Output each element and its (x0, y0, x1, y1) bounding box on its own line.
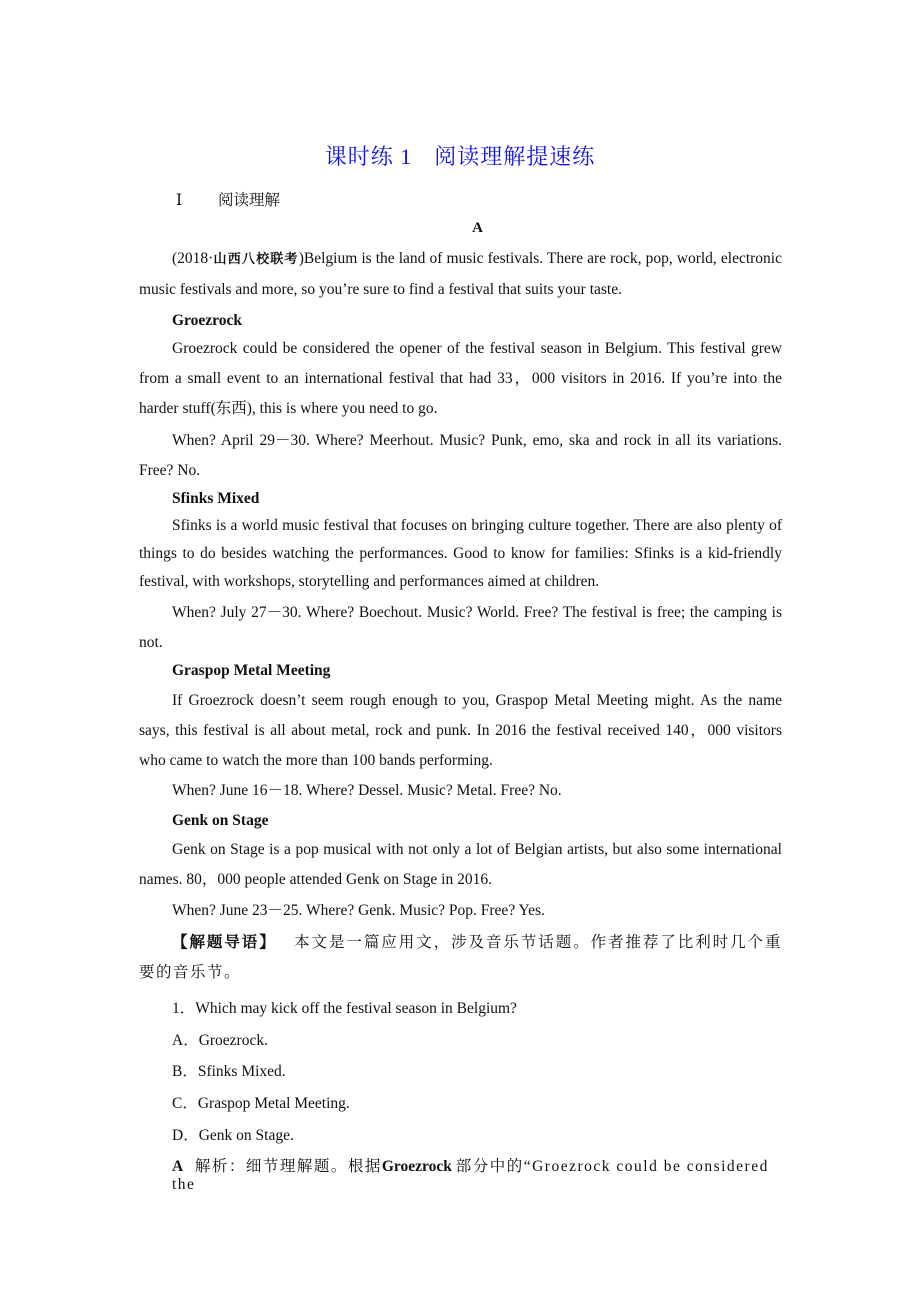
festival-description: Sfinks is a world music festival that focuses on bringing culture together. There are also plenty of things to do besides watching the performances. Good to know for families: Sfinks is a kid-friendly festival, with workshops, storytelling and performances aimed at children. (139, 517, 782, 590)
festival-info: When? April 29－30. Where? Meerhout. Music? Punk, emo, ska and rock in all its variations. Free? No. (139, 432, 782, 479)
option-d: D．Genk on Stage. (172, 1127, 294, 1144)
festival-description: Groezrock could be considered the opener of the festival season in Belgium. This festival grew from a small event to an international festival that had 33，000 visitors in 2016. If you’re into the harder stuff(东西), this is where you need to go. (139, 340, 782, 417)
page-title: 课时练 1 阅读理解提速练 (324, 144, 596, 169)
section-title: 阅读理解 (218, 192, 281, 209)
festival-info: When? June 16－18. Where? Dessel. Music? Metal. Free? No. (172, 782, 562, 799)
festival-heading: Groezrock (172, 312, 243, 329)
answer-letter: A (172, 1158, 184, 1175)
festival-info: When? July 27－30. Where? Boechout. Music? World. Free? The festival is free; the camping is not. (139, 604, 782, 651)
section-heading (176, 188, 280, 210)
festival-heading: Graspop Metal Meeting (172, 662, 331, 679)
passage-letter: A (472, 220, 483, 236)
question-stem: 1．Which may kick off the festival season in Belgium? (172, 1000, 517, 1017)
festival-heading: Genk on Stage (172, 812, 269, 829)
festival-info: When? June 23－25. Where? Genk. Music? Pop. Free? Yes. (172, 902, 545, 919)
guide-paragraph: 【解题导语】 本文是一篇应用文，涉及音乐节话题。作者推荐了比利时几个重要的音乐节。 (139, 934, 782, 981)
section-mark: Ⅰ (176, 192, 183, 209)
source-name: 山西八校联考 (213, 252, 299, 267)
guide-label: 【解题导语】 (172, 934, 277, 951)
intro-paragraph: (2018·山西八校联考)Belgium is the land of music festivals. There are rock, pop, world, electronic music festivals and more, so you’re sure to find a festival that suits your taste. (139, 250, 782, 298)
option-c: C．Graspop Metal Meeting. (172, 1095, 350, 1112)
festival-description: Genk on Stage is a pop musical with not only a lot of Belgian artists, but also some international names. 80，000 people attended Genk on Stage in 2016. (139, 841, 782, 888)
festival-heading: Sfinks Mixed (172, 490, 260, 507)
festival-description: If Groezrock doesn’t seem rough enough to you, Graspop Metal Meeting might. As the name says, this festival is all about metal, rock and punk. In 2016 the festival received 140，000 visitors who came to watch the more than 100 bands performing. (139, 692, 782, 769)
answer-line: A 解析：细节理解题。根据Groezrock 部分中的“Groezrock could be considered the (172, 1158, 769, 1193)
option-a: A．Groezrock. (172, 1032, 268, 1049)
option-b: B．Sfinks Mixed. (172, 1063, 286, 1080)
